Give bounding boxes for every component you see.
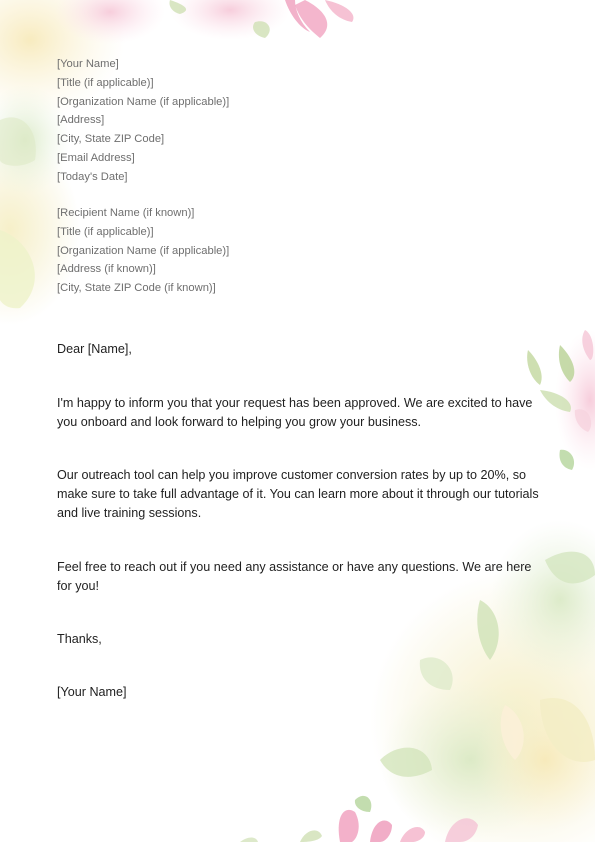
signature: [Your Name] xyxy=(57,685,127,699)
sender-city-state-zip: [City, State ZIP Code] xyxy=(57,133,165,146)
body-paragraph: Feel free to reach out if you need any assistance or have any questions. We are here for you! xyxy=(57,560,532,594)
sender-address: [Address] xyxy=(57,114,105,127)
recipient-organization: [Organization Name (if applicable)] xyxy=(57,244,230,257)
salutation: Dear [Name], xyxy=(57,342,132,356)
top-pink-flower xyxy=(169,0,353,40)
body-paragraph: I'm happy to inform you that your request has been approved. We are excited to have you onboard and look forward to helping you grow your business. xyxy=(57,396,533,430)
sender-organization: [Organization Name (if applicable)] xyxy=(57,95,230,108)
sender-email: [Email Address] xyxy=(57,151,135,164)
body-paragraph: Our outreach tool can help you improve customer conversion rates by up to 20%, so make sure to take full advantage of it. You can learn more about it through our tutorials and live training sessions. xyxy=(57,468,539,521)
recipient-title: [Title (if applicable)] xyxy=(57,225,154,238)
letter-date: [Today's Date] xyxy=(57,170,128,183)
sender-title: [Title (if applicable)] xyxy=(57,76,154,89)
sender-name: [Your Name] xyxy=(57,58,119,70)
recipient-name: [Recipient Name (if known)] xyxy=(57,207,195,219)
closing: Thanks, xyxy=(57,632,102,646)
sender-address-block xyxy=(57,55,229,187)
recipient-address-block xyxy=(57,204,229,298)
recipient-city-state-zip: [City, State ZIP Code (if known)] xyxy=(57,282,216,295)
recipient-address: [Address (if known)] xyxy=(57,263,156,276)
